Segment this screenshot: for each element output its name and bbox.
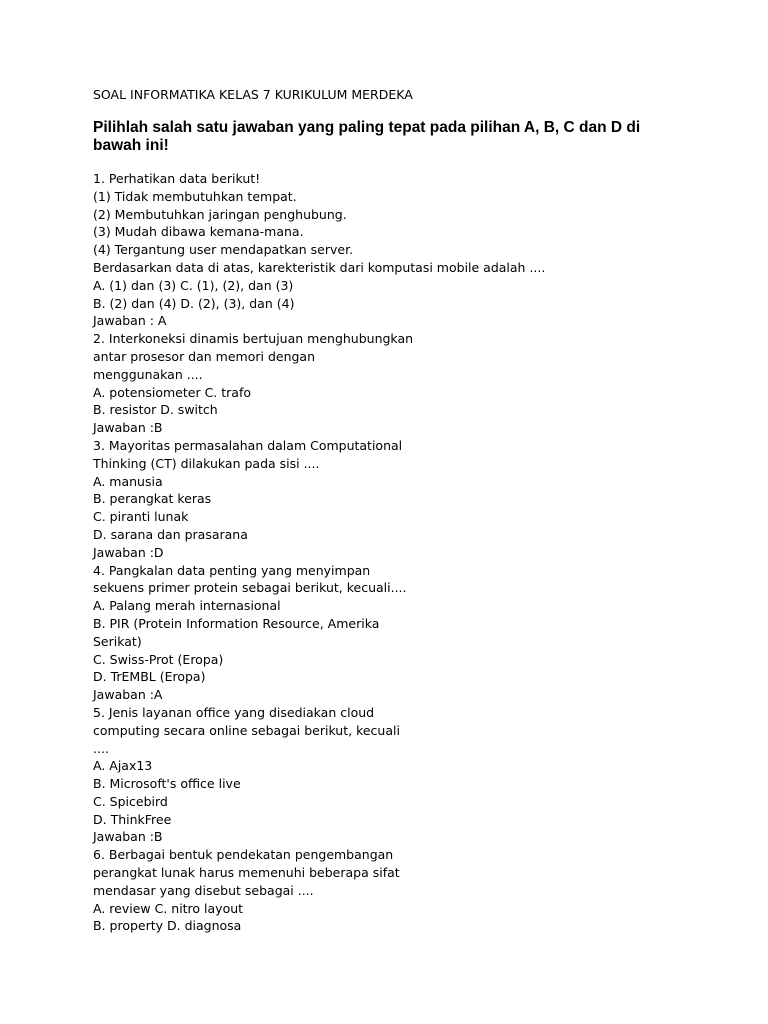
text-line: A. Palang merah internasional bbox=[93, 598, 281, 614]
text-line: Jawaban : A bbox=[93, 313, 167, 329]
text-line: C. Spicebird bbox=[93, 793, 168, 809]
document-page bbox=[93, 86, 733, 935]
text-line: A. manusia bbox=[93, 473, 163, 489]
text-line: A. review C. nitro layout bbox=[93, 900, 244, 916]
text-line: D. TrEMBL (Eropa) bbox=[93, 669, 206, 685]
text-line: Jawaban :B bbox=[93, 829, 163, 845]
text-line: B. PIR (Protein Information Resource, Amerika bbox=[93, 615, 380, 631]
text-line: 6. Berbagai bentuk pendekatan pengembangan bbox=[93, 847, 394, 863]
text-line: .... bbox=[93, 740, 109, 756]
text-line: Jawaban :D bbox=[93, 544, 164, 560]
text-line: B. property D. diagnosa bbox=[93, 918, 242, 934]
text-line: B. perangkat keras bbox=[93, 491, 212, 507]
instruction-text: Pilihlah salah satu jawaban yang paling tepat pada pilihan A, B, C dan D di bawah ini! bbox=[93, 119, 641, 154]
text-line: Thinking (CT) dilakukan pada sisi .... bbox=[93, 455, 320, 471]
text-line: sekuens primer protein sebagai berikut, kecuali.... bbox=[93, 580, 407, 596]
text-line: Serikat) bbox=[93, 633, 142, 649]
text-line: menggunakan .... bbox=[93, 366, 203, 382]
text-line: 5. Jenis layanan office yang disediakan cloud bbox=[93, 704, 375, 720]
text-line: 4. Pangkalan data penting yang menyimpan bbox=[93, 562, 371, 578]
text-line: 3. Mayoritas permasalahan dalam Computational bbox=[93, 437, 403, 453]
text-line: 2. Interkoneksi dinamis bertujuan menghubungkan bbox=[93, 331, 414, 347]
text-line: D. ThinkFree bbox=[93, 811, 172, 827]
document-header: SOAL INFORMATIKA KELAS 7 KURIKULUM MERDEKA bbox=[93, 87, 413, 102]
text-line: C. piranti lunak bbox=[93, 509, 189, 525]
text-line: B. resistor D. switch bbox=[93, 402, 218, 418]
text-line: A. Ajax13 bbox=[93, 758, 153, 774]
text-line: mendasar yang disebut sebagai .... bbox=[93, 882, 314, 898]
text-line: Berdasarkan data di atas, karekteristik dari komputasi mobile adalah .... bbox=[93, 259, 546, 275]
text-line: A. potensiometer C. trafo bbox=[93, 384, 252, 400]
text-line: computing secara online sebagai berikut, kecuali bbox=[93, 722, 400, 738]
text-line: perangkat lunak harus memenuhi beberapa sifat bbox=[93, 865, 400, 881]
text-line: 1. Perhatikan data berikut! bbox=[93, 171, 261, 186]
text-line: (4) Tergantung user mendapatkan server. bbox=[93, 242, 354, 258]
text-line: C. Swiss-Prot (Eropa) bbox=[93, 651, 224, 667]
text-line: D. sarana dan prasarana bbox=[93, 526, 248, 542]
question-list bbox=[93, 170, 733, 935]
text-line: B. (2) dan (4) D. (2), (3), dan (4) bbox=[93, 295, 295, 311]
text-line: Jawaban :A bbox=[93, 687, 163, 703]
text-line: (2) Membutuhkan jaringan penghubung. bbox=[93, 206, 347, 222]
text-line: (1) Tidak membutuhkan tempat. bbox=[93, 188, 297, 204]
text-line: antar prosesor dan memori dengan bbox=[93, 348, 316, 364]
text-line: Jawaban :B bbox=[93, 420, 163, 436]
text-line: A. (1) dan (3) C. (1), (2), dan (3) bbox=[93, 277, 294, 293]
text-line: B. Microsoft's office live bbox=[93, 776, 241, 792]
text-line: (3) Mudah dibawa kemana-mana. bbox=[93, 224, 304, 240]
